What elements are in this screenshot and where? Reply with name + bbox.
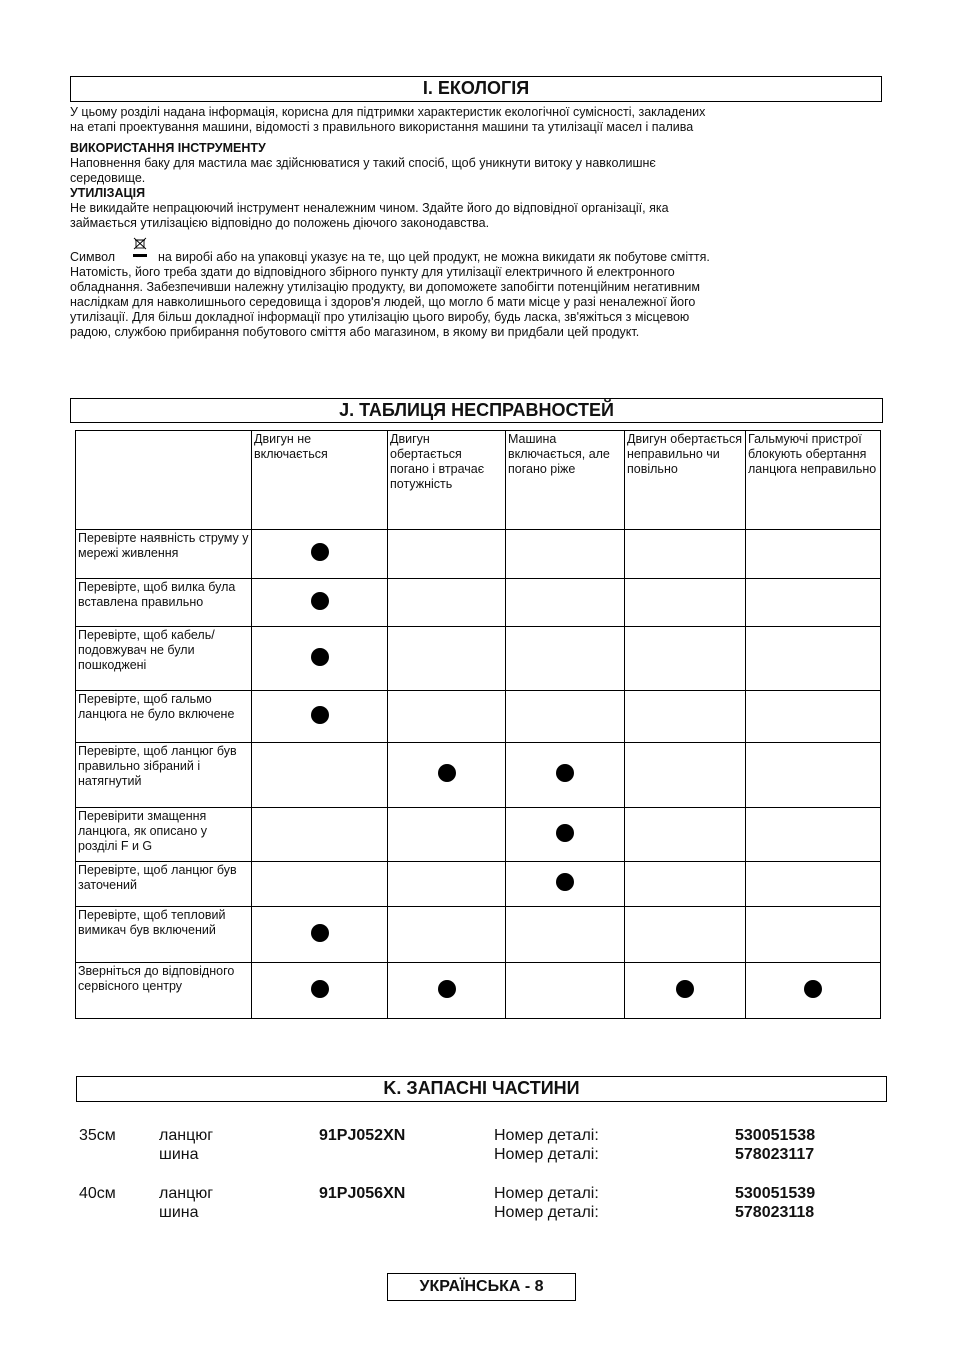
fault-table-row bbox=[76, 963, 881, 1019]
fault-mark-cell bbox=[625, 691, 746, 743]
fault-mark-cell bbox=[746, 963, 881, 1019]
symbol-line-2: Натомість, його треба здати до відповідного збірного пункту для утилізації електричного й електронного bbox=[70, 265, 675, 279]
fault-column-header: Машина включається, але погано ріже bbox=[506, 431, 625, 530]
fault-mark-cell bbox=[625, 743, 746, 808]
fault-table-row bbox=[76, 743, 881, 808]
fault-mark-cell bbox=[252, 530, 388, 579]
symbol-line-5: утилізації. Для більш докладної інформації про утилізацію цього виробу, будь ласка, зв'яжіться з місцевою bbox=[70, 310, 690, 324]
filled-circle-mark bbox=[438, 980, 456, 998]
disposal-line-1: Не викидайте непрацюючий інструмент неналежним чином. Здайте його до відповідної організації, яка bbox=[70, 201, 669, 215]
disposal-line-2: займається утилізацією відповідно до положень діючого законодавства. bbox=[70, 216, 490, 230]
fault-mark-cell bbox=[506, 963, 625, 1019]
fault-mark-cell bbox=[388, 907, 506, 963]
fault-column-header: Двигун не включається bbox=[252, 431, 388, 530]
fault-mark-cell bbox=[252, 907, 388, 963]
fault-mark-cell bbox=[746, 862, 881, 907]
fault-check-label: Перевірте, щоб гальмо ланцюга не було включене bbox=[76, 691, 252, 743]
fault-mark-cell bbox=[506, 627, 625, 691]
fault-mark-cell bbox=[625, 627, 746, 691]
part-model: 91PJ052XN bbox=[319, 1127, 406, 1144]
fault-mark-cell bbox=[252, 808, 388, 862]
filled-circle-mark bbox=[438, 764, 456, 782]
fault-mark-cell bbox=[625, 579, 746, 627]
part-number: 578023118 bbox=[735, 1204, 815, 1221]
fault-mark-cell bbox=[746, 579, 881, 627]
fault-table-row bbox=[76, 691, 881, 743]
filled-circle-mark bbox=[311, 543, 329, 561]
fault-mark-cell bbox=[506, 907, 625, 963]
fault-check-label: Перевірте, щоб ланцюг був заточений bbox=[76, 862, 252, 907]
fault-mark-cell bbox=[506, 862, 625, 907]
fault-mark-cell bbox=[388, 963, 506, 1019]
part-number: 530051538 bbox=[735, 1127, 816, 1144]
filled-circle-mark bbox=[556, 764, 574, 782]
fault-mark-cell bbox=[746, 530, 881, 579]
part-item: ланцюг bbox=[159, 1185, 214, 1202]
part-size: 40см bbox=[79, 1185, 116, 1202]
fault-mark-cell bbox=[625, 862, 746, 907]
fault-check-label: Перевірити змащення ланцюга, як описано у розділі F и G bbox=[76, 808, 252, 862]
fault-mark-cell bbox=[746, 743, 881, 808]
fault-column-header: Гальмуючі пристрої блокують обертання ланцюга неправильно bbox=[746, 431, 881, 530]
fault-mark-cell bbox=[388, 743, 506, 808]
fault-mark-cell bbox=[252, 579, 388, 627]
symbol-prefix: Символ bbox=[70, 250, 116, 264]
fault-mark-cell bbox=[388, 627, 506, 691]
ecology-intro-line-1: У цьому розділі надана інформація, корисна для підтримки характеристик екологічної сумісності, закладених bbox=[70, 105, 706, 119]
part-number-label: Номер деталі: bbox=[494, 1146, 599, 1163]
usage-line-1: Наповнення баку для мастила має здійснюватися у такий спосіб, щоб уникнути витоку у навколишнє bbox=[70, 156, 656, 170]
fault-table bbox=[75, 430, 881, 1019]
filled-circle-mark bbox=[311, 924, 329, 942]
fault-mark-cell bbox=[388, 808, 506, 862]
disposal-heading: УТИЛІЗАЦІЯ bbox=[70, 186, 146, 200]
fault-mark-cell bbox=[252, 743, 388, 808]
parts-section-title: K. ЗАПАСНІ ЧАСТИНИ bbox=[76, 1076, 887, 1102]
fault-check-label: Зверніться до відповідного сервісного центру bbox=[76, 963, 252, 1019]
fault-mark-cell bbox=[625, 963, 746, 1019]
fault-table-row bbox=[76, 808, 881, 862]
fault-mark-cell bbox=[252, 691, 388, 743]
fault-mark-cell bbox=[506, 530, 625, 579]
part-number-label: Номер деталі: bbox=[494, 1204, 599, 1221]
fault-mark-cell bbox=[746, 691, 881, 743]
fault-mark-cell bbox=[388, 862, 506, 907]
fault-check-label: Перевірте, щоб ланцюг був правильно зібраний і натягнутий bbox=[76, 743, 252, 808]
fault-mark-cell bbox=[252, 627, 388, 691]
fault-mark-cell bbox=[506, 579, 625, 627]
fault-mark-cell bbox=[252, 862, 388, 907]
filled-circle-mark bbox=[311, 592, 329, 610]
fault-mark-cell bbox=[625, 808, 746, 862]
filled-circle-mark bbox=[311, 706, 329, 724]
fault-table-row bbox=[76, 907, 881, 963]
filled-circle-mark bbox=[556, 873, 574, 891]
fault-mark-cell bbox=[388, 691, 506, 743]
filled-circle-mark bbox=[804, 980, 822, 998]
filled-circle-mark bbox=[556, 824, 574, 842]
fault-mark-cell bbox=[506, 808, 625, 862]
symbol-line-4: наслідкам для навколишнього середовища і здоров'я людей, що могло б мати місце у разі неналежної його bbox=[70, 295, 696, 309]
ecology-intro-line-2: на етапі проектування машини, відомості з правильного використання машини та утилізації масел і палива bbox=[70, 120, 694, 134]
symbol-line-3: обладнання. Забезпечивши належну утилізацію продукту, ви допоможете запобігти потенційним негативним bbox=[70, 280, 700, 294]
part-item: ланцюг bbox=[159, 1127, 214, 1144]
page-footer-label: УКРАЇНСЬКА - 8 bbox=[387, 1273, 576, 1301]
fault-check-label: Перевірте наявність струму у мережі живлення bbox=[76, 530, 252, 579]
fault-table-row bbox=[76, 627, 881, 691]
filled-circle-mark bbox=[311, 648, 329, 666]
symbol-line-1: на виробі або на упаковці указує на те, що цей продукт, не можна викидати як побутове сміття. bbox=[158, 250, 710, 264]
fault-mark-cell bbox=[625, 530, 746, 579]
fault-column-header: Двигун обертається неправильно чи повільно bbox=[625, 431, 746, 530]
fault-mark-cell bbox=[746, 627, 881, 691]
usage-line-2: середовище. bbox=[70, 171, 146, 185]
crossed-out-wheelie-bin-icon bbox=[131, 236, 149, 258]
fault-check-label: Перевірте, щоб вилка була вставлена правильно bbox=[76, 579, 252, 627]
fault-table-row bbox=[76, 862, 881, 907]
part-item: шина bbox=[159, 1204, 199, 1221]
symbol-line-6: радою, службою прибирання побутового сміття або магазином, в якому ви придбали цей продукт. bbox=[70, 325, 640, 339]
faults-section-title: J. ТАБЛИЦЯ НЕСПРАВНОСТЕЙ bbox=[70, 398, 883, 423]
usage-heading: ВИКОРИСТАННЯ ІНСТРУМЕНТУ bbox=[70, 141, 266, 155]
part-number-label: Номер деталі: bbox=[494, 1185, 599, 1202]
part-number: 530051539 bbox=[735, 1185, 816, 1202]
part-number-label: Номер деталі: bbox=[494, 1127, 599, 1144]
part-model: 91PJ056XN bbox=[319, 1185, 406, 1202]
fault-table-row bbox=[76, 530, 881, 579]
filled-circle-mark bbox=[676, 980, 694, 998]
fault-check-label: Перевірте, щоб тепловий вимикач був включений bbox=[76, 907, 252, 963]
fault-column-header: Двигун обертається погано і втрачає потужність bbox=[388, 431, 506, 530]
part-number: 578023117 bbox=[735, 1146, 815, 1163]
filled-circle-mark bbox=[311, 980, 329, 998]
fault-table-row bbox=[76, 579, 881, 627]
part-item: шина bbox=[159, 1146, 199, 1163]
fault-mark-cell bbox=[746, 808, 881, 862]
fault-mark-cell bbox=[252, 963, 388, 1019]
fault-mark-cell bbox=[625, 907, 746, 963]
fault-mark-cell bbox=[388, 579, 506, 627]
fault-table-header-row bbox=[76, 431, 881, 530]
fault-mark-cell bbox=[388, 530, 506, 579]
part-size: 35см bbox=[79, 1127, 116, 1144]
fault-check-label: Перевірте, щоб кабель/подовжувач не були пошкоджені bbox=[76, 627, 252, 691]
fault-mark-cell bbox=[746, 907, 881, 963]
fault-mark-cell bbox=[506, 691, 625, 743]
fault-mark-cell bbox=[506, 743, 625, 808]
fault-table-corner-cell bbox=[76, 431, 252, 530]
ecology-section-title: I. ЕКОЛОГІЯ bbox=[70, 76, 882, 102]
